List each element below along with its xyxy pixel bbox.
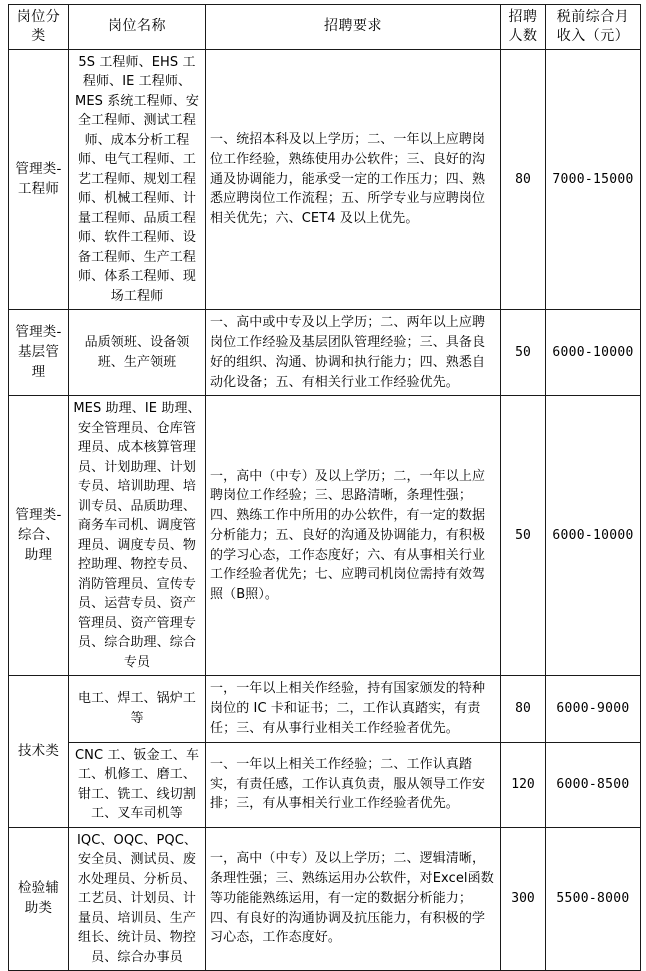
cell-job-name: 电工、焊工、锅炉工等 [69,676,206,742]
cell-requirements: 一、一年以上相关工作经验；二、工作认真踏实，有责任感，工作认真负责，服从领导工作安排；三，有从事相关行业工作经验者优先。 [206,742,501,827]
cell-job-name: CNC 工、钣金工、车工、机修工、磨工、钳工、铣工、线切割工、叉车司机等 [69,742,206,827]
cell-headcount: 50 [501,396,546,676]
table-header [9,5,641,50]
header-category: 岗位分类 [9,5,69,50]
cell-requirements: 一、统招本科及以上学历；二、一年以上应聘岗位工作经验，熟练使用办公软件；三、良好的沟通及协调能力，能承受一定的工作压力；四、熟悉应聘岗位工作流程；五、所学专业与应聘岗位相关优先；六、CET4 及以上优先。 [206,49,501,310]
table-row [9,827,641,971]
table-body [9,49,641,970]
table-row [9,396,641,676]
cell-requirements: 一，一年以上相关作经验，持有国家颁发的特种岗位的 IC 卡和证书；二，工作认真踏实，有责任；三、有从事行业相关工作经验者优先。 [206,676,501,742]
table-row [9,742,641,827]
header-job-name: 岗位名称 [69,5,206,50]
cell-salary: 6000-10000 [546,396,641,676]
cell-salary: 5500-8000 [546,827,641,971]
cell-job-name: 品质领班、设备领班、生产领班 [69,310,206,396]
cell-category: 管理类-基层管理 [9,310,69,396]
cell-headcount: 80 [501,49,546,310]
header-headcount: 招聘人数 [501,5,546,50]
cell-requirements: 一，高中（中专）及以上学历；二，一年以上应聘岗位工作经验；三、思路清晰，条理性强；四、熟练工作中所用的办公软件，有一定的数据分析能力；五、良好的沟通及协调能力，有积极的学习心态，工作态度好；六、有从事相关行业工作经验者优先；七、应聘司机岗位需持有效驾照（B照）。 [206,396,501,676]
cell-headcount: 300 [501,827,546,971]
recruitment-table [8,4,641,971]
header-row [9,5,641,50]
cell-requirements: 一，高中（中专）及以上学历；二、逻辑清晰，条理性强；三、熟练运用办公软件，对Excel函数等功能能熟练运用，有一定的数据分析能力；四、有良好的沟通协调及抗压能力，有积极的学习心态，工作态度好。 [206,827,501,971]
table-row [9,310,641,396]
cell-headcount: 120 [501,742,546,827]
cell-salary: 7000-15000 [546,49,641,310]
cell-requirements: 一、高中或中专及以上学历；二、两年以上应聘岗位工作经验及基层团队管理经验；三、具备良好的组织、沟通、协调和执行能力；四、熟悉自动化设备；五、有相关行业工作经验优先。 [206,310,501,396]
header-salary: 税前综合月收入（元） [546,5,641,50]
cell-salary: 6000-10000 [546,310,641,396]
cell-job-name: MES 助理、IE 助理、安全管理员、仓库管理员、成本核算管理员、计划助理、计划专员、培训助理、培训专员、品质助理、商务车司机、调度管理员、调度专员、物控助理、物控专员、消防管理员、宣传专员、运营专员、资产管理员、资产管理专员、综合助理、综合专员 [69,396,206,676]
table-row [9,49,641,310]
cell-category: 管理类-综合、助理 [9,396,69,676]
table-row [9,676,641,742]
cell-category: 管理类-工程师 [9,49,69,310]
cell-job-name: 5S 工程师、EHS 工程师、IE 工程师、MES 系统工程师、安全工程师、测试工程师、成本分析工程师、电气工程师、工艺工程师、规划工程师、机械工程师、计量工程师、品质工程师、软件工程师、设备工程师、生产工程师、体系工程师、现场工程师 [69,49,206,310]
cell-headcount: 80 [501,676,546,742]
cell-job-name: IQC、OQC、PQC、安全员、测试员、废水处理员、分析员、工艺员、计划员、计量员、培训员、生产组长、统计员、物控员、综合办事员 [69,827,206,971]
cell-category: 检验辅助类 [9,827,69,971]
cell-salary: 6000-9000 [546,676,641,742]
cell-salary: 6000-8500 [546,742,641,827]
cell-headcount: 50 [501,310,546,396]
cell-category: 技术类 [9,676,69,827]
header-requirements: 招聘要求 [206,5,501,50]
